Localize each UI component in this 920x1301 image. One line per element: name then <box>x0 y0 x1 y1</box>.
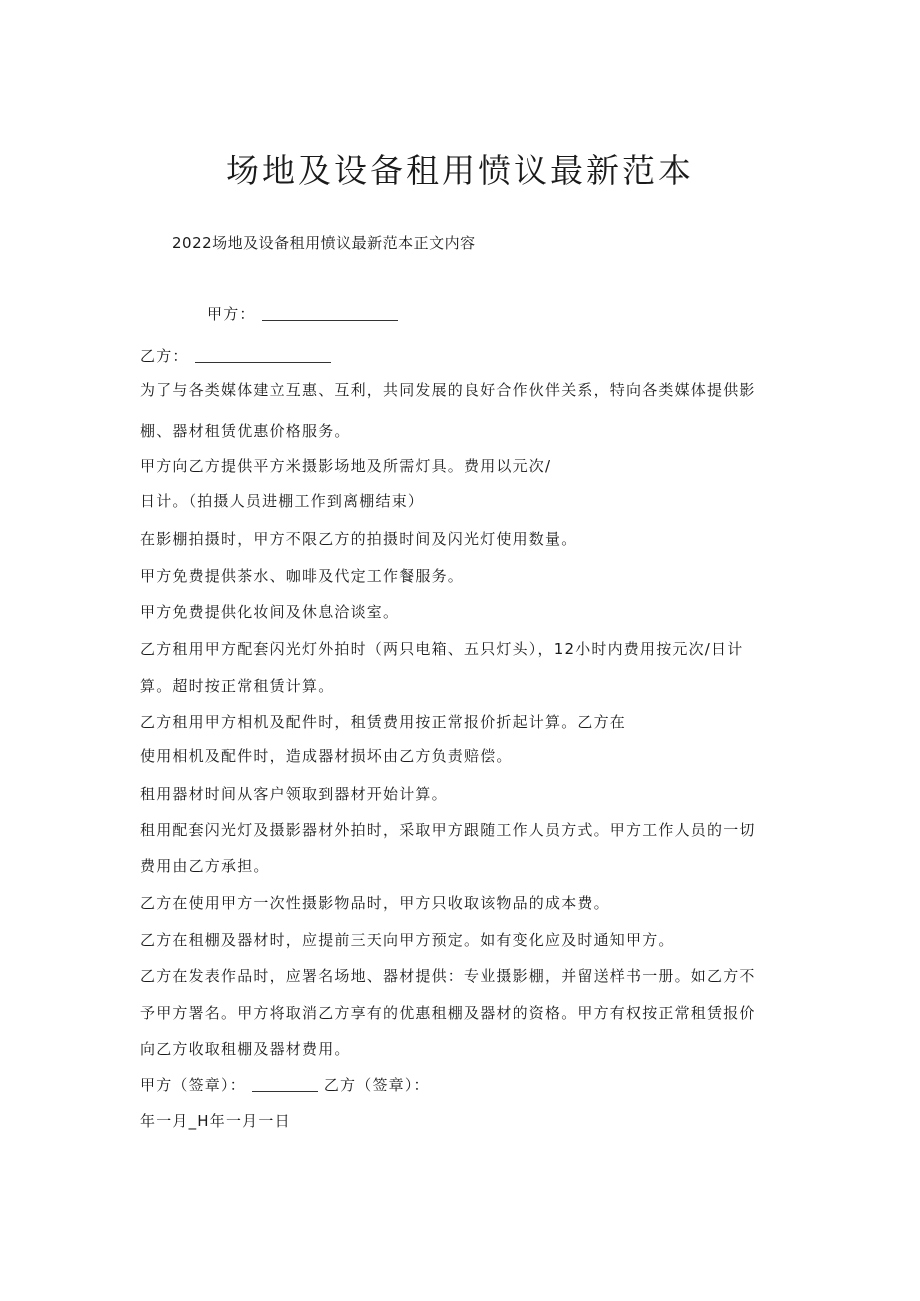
paragraph-line: 为了与各类媒体建立互惠、互利，共同发展的良好合作伙伴关系，特向各类媒体提供影 <box>140 381 756 399</box>
party-b-line <box>140 345 331 367</box>
date-line: 年一月_H年一月一日 <box>140 1112 291 1130</box>
paragraph-line: 甲方向乙方提供平方米摄影场地及所需灯具。费用以元次/ <box>140 457 552 475</box>
signature-b-label: 乙方（签章）： <box>323 1076 430 1094</box>
paragraph-line: 在影棚拍摄时，甲方不限乙方的拍摄时间及闪光灯使用数量。 <box>140 530 578 548</box>
paragraph-line: 费用由乙方承担。 <box>140 857 270 875</box>
party-a-blank <box>262 304 398 321</box>
party-a-label: 甲方： <box>207 305 256 323</box>
signature-line <box>140 1074 430 1096</box>
paragraph-line: 甲方免费提供茶水、咖啡及代定工作餐服务。 <box>140 567 465 585</box>
paragraph-line: 乙方在发表作品时，应署名场地、器材提供：专业摄影棚，并留送样书一册。如乙方不 <box>140 967 756 985</box>
party-a-line <box>207 303 398 325</box>
paragraph-line: 算。超时按正常租赁计算。 <box>140 677 335 695</box>
document-title: 场地及设备租用愤议最新范本 <box>226 151 694 190</box>
paragraph-line: 予甲方署名。甲方将取消乙方享有的优惠租棚及器材的资格。甲方有权按正常租赁报价 <box>140 1004 756 1022</box>
paragraph-line: 甲方免费提供化妆间及休息洽谈室。 <box>140 603 400 621</box>
paragraph-line: 乙方租用甲方配套闪光灯外拍时（两只电箱、五只灯头），12小时内费用按元次/日计 <box>140 640 744 658</box>
paragraph-line: 棚、器材租赁优惠价格服务。 <box>140 422 351 440</box>
paragraph-line: 使用相机及配件时，造成器材损坏由乙方负责赔偿。 <box>140 747 513 765</box>
paragraph-line: 租用器材时间从客户领取到器材开始计算。 <box>140 785 448 803</box>
paragraph-line: 乙方在租棚及器材时，应提前三天向甲方预定。如有变化应及时通知甲方。 <box>140 931 675 949</box>
paragraph-line: 向乙方收取租棚及器材费用。 <box>140 1040 351 1058</box>
party-b-blank <box>195 346 331 363</box>
signature-a-blank <box>252 1075 318 1092</box>
paragraph-line: 乙方租用甲方相机及配件时，租赁费用按正常报价折起计算。乙方在 <box>140 713 627 731</box>
paragraph-line: 乙方在使用甲方一次性摄影物品时，甲方只收取该物品的成本费。 <box>140 894 610 912</box>
document-subtitle: 2022场地及设备租用愤议最新范本正文内容 <box>172 234 476 252</box>
party-b-label: 乙方： <box>140 347 189 365</box>
signature-a-label: 甲方（签章）： <box>140 1076 246 1094</box>
paragraph-line: 租用配套闪光灯及摄影器材外拍时，采取甲方跟随工作人员方式。甲方工作人员的一切 <box>140 821 756 839</box>
paragraph-line: 日计。（拍摄人员进棚工作到离棚结束） <box>140 492 425 510</box>
